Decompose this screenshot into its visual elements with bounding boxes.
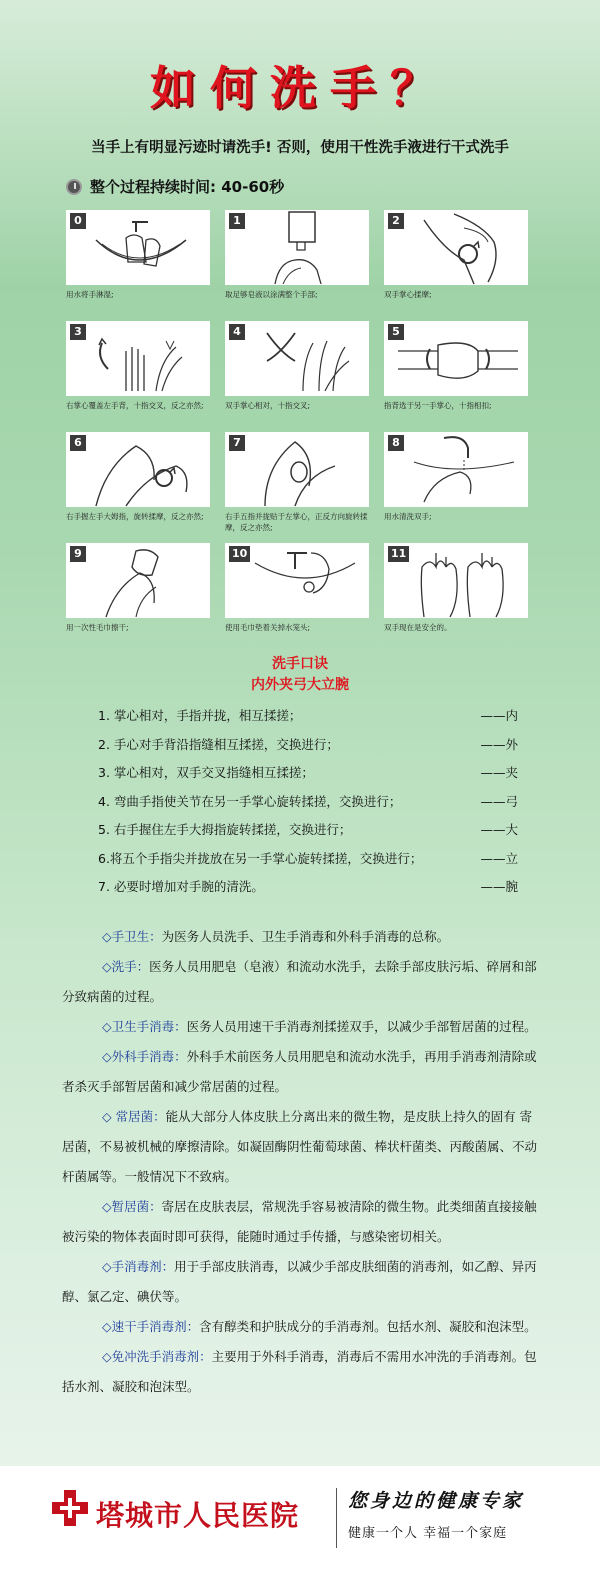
step-number: 5 xyxy=(388,324,404,340)
page-title: 如何洗手？ xyxy=(150,61,450,115)
verse-heading xyxy=(0,654,600,696)
rule-item xyxy=(98,849,518,878)
step-number: 1 xyxy=(229,213,245,229)
definition-term: ◇卫生手消毒： xyxy=(102,1019,187,1034)
step-caption: 双手现在是安全的。 xyxy=(384,623,452,632)
definition-item xyxy=(62,1102,540,1192)
towel-dry-icon xyxy=(66,543,210,618)
step-caption: 右手五指并拢贴于左掌心，正反方向旋转揉摩，反之亦然; xyxy=(225,512,368,532)
duration-row xyxy=(66,176,284,197)
rule-tag: ——夹 xyxy=(480,765,518,780)
step-illustration xyxy=(66,210,210,285)
step-illustration xyxy=(66,543,210,618)
rule-item xyxy=(98,820,518,849)
rule-text: 5. 右手握住左手大拇指旋转揉搓，交换进行； xyxy=(98,822,352,837)
red-cross-icon xyxy=(50,1488,90,1528)
definition-term: ◇手消毒剂： xyxy=(102,1259,175,1274)
verse-title: 洗手口诀 xyxy=(272,656,328,672)
rule-text: 2. 手心对手背沿指缝相互揉搓，交换进行； xyxy=(98,736,339,752)
definition-text: 用于手部皮肤消毒，以减少手部皮肤细菌的消毒剂，如乙醇、异丙醇、氯乙定、碘伏等。 xyxy=(62,1259,537,1304)
definition-term: ◇暂居菌： xyxy=(102,1199,162,1214)
definition-text: 医务人员用肥皂（皂液）和流动水洗手，去除手部皮肤污垢、碎屑和部分致病菌的过程。 xyxy=(62,959,537,1004)
rule-item xyxy=(98,877,518,906)
definition-item xyxy=(62,922,540,952)
step-caption: 双手掌心相对，十指交叉; xyxy=(225,401,311,410)
step-card xyxy=(384,432,528,543)
step-caption: 使用毛巾垫着关掉水笼头; xyxy=(225,623,311,632)
step-card xyxy=(66,210,210,321)
step-caption: 右掌心覆盖左手背，十指交叉，反之亦然; xyxy=(66,401,204,410)
footer-divider xyxy=(336,1488,337,1548)
step-illustration xyxy=(225,321,369,396)
hospital-name: 塔城市人民医院 xyxy=(96,1499,300,1532)
steps-grid xyxy=(66,210,536,654)
thumb-rotate-icon xyxy=(66,432,210,507)
step-number: 2 xyxy=(388,213,404,229)
definition-text: 外科手术前医务人员用肥皂和流动水洗手，再用手消毒剂清除或者杀灭手部暂居菌和减少常居菌的过程。 xyxy=(62,1049,537,1094)
definition-term: ◇手卫生： xyxy=(102,929,162,944)
step-card xyxy=(225,321,369,432)
rule-tag: ——腕 xyxy=(480,879,518,894)
step-card xyxy=(384,543,528,654)
step-illustration xyxy=(66,432,210,507)
definition-item xyxy=(62,1192,540,1252)
definition-item xyxy=(62,1012,540,1042)
definition-item xyxy=(62,1312,540,1342)
step-illustration xyxy=(225,210,369,285)
palm-rub-icon xyxy=(384,210,528,285)
definitions xyxy=(62,922,540,1402)
step-card xyxy=(66,543,210,654)
step-illustration xyxy=(225,432,369,507)
definition-term: ◇免冲洗手消毒剂： xyxy=(102,1349,212,1364)
rule-tag: ——大 xyxy=(480,822,518,837)
step-illustration xyxy=(384,321,528,396)
rule-item xyxy=(98,792,518,821)
step-card xyxy=(225,210,369,321)
step-caption: 用一次性毛巾擦干; xyxy=(66,623,129,632)
definition-text: 寄居在皮肤表层，常规洗手容易被清除的微生物。此类细菌直接接触被污染的物体表面时即可获得，能随时通过手传播，与感染密切相关。 xyxy=(62,1199,537,1244)
step-number: 3 xyxy=(70,324,86,340)
definition-item xyxy=(62,1252,540,1312)
step-number: 6 xyxy=(70,435,86,451)
rule-text: 1. 掌心相对，手指并拢，相互揉搓； xyxy=(98,708,302,723)
step-caption: 用水清洗双手; xyxy=(384,512,432,521)
step-number: 8 xyxy=(388,435,404,451)
step-number: 11 xyxy=(388,546,409,562)
step-card xyxy=(66,321,210,432)
step-number: 9 xyxy=(70,546,86,562)
rule-text: 4. 弯曲手指使关节在另一手掌心旋转揉搓，交换进行； xyxy=(98,793,402,809)
step-caption: 双手掌心揉摩; xyxy=(384,290,432,299)
subtitle: 当手上有明显污迹时请洗手! 否则，使用干性洗手液进行干式洗手 xyxy=(91,140,509,156)
interlace-fingers-icon xyxy=(225,321,369,396)
motto: 健康一个人 幸福一个家庭 xyxy=(348,1526,508,1541)
rule-tag: ——外 xyxy=(480,736,518,752)
definition-item xyxy=(62,1342,540,1402)
step-caption: 取足够皂液以涂满整个手部; xyxy=(225,290,318,299)
definition-term: ◇洗手： xyxy=(102,959,150,974)
definition-item xyxy=(62,952,540,1012)
footer xyxy=(0,1466,600,1578)
definition-text: 医务人员用速干手消毒剂揉搓双手，以减少手部暂居菌的过程。 xyxy=(186,1019,537,1034)
definition-term: ◇ 常居菌： xyxy=(102,1109,166,1124)
rule-text: 6.将五个手指尖并拢放在另一手掌心旋转揉搓，交换进行； xyxy=(98,850,423,866)
step-illustration xyxy=(225,543,369,618)
rule-tag: ——立 xyxy=(480,850,518,866)
definition-text: 主要用于外科手消毒，消毒后不需用水冲洗的手消毒剂。包括水剂、凝胶和泡沫型。 xyxy=(62,1349,537,1394)
step-number: 0 xyxy=(70,213,86,229)
rule-tag: ——内 xyxy=(480,708,518,723)
soap-dispenser-icon xyxy=(225,210,369,285)
step-card xyxy=(225,432,369,543)
verse-subtitle: 内外夹弓大立腕 xyxy=(251,677,349,693)
clock-icon xyxy=(66,179,82,195)
step-number: 4 xyxy=(229,324,245,340)
rule-item xyxy=(98,735,518,764)
definition-text: 为医务人员洗手、卫生手消毒和外科手消毒的总称。 xyxy=(161,929,450,944)
wet-hands-icon xyxy=(66,210,210,285)
rule-text: 7. 必要时增加对手腕的清洗。 xyxy=(98,879,264,894)
step-illustration xyxy=(384,210,528,285)
rule-item xyxy=(98,763,518,792)
rinse-hands-icon xyxy=(384,432,528,507)
step-caption: 用水将手淋湿; xyxy=(66,290,114,299)
slogan: 您身边的健康专家 xyxy=(348,1490,525,1512)
verse-rules xyxy=(98,706,518,906)
step-caption: 右手握左手大姆指，旋转揉摩，反之亦然; xyxy=(66,512,204,521)
rule-tag: ——弓 xyxy=(480,793,518,809)
rule-item xyxy=(98,706,518,735)
step-card xyxy=(225,543,369,654)
step-card xyxy=(384,321,528,432)
step-number: 10 xyxy=(229,546,250,562)
definition-text: 含有醇类和护肤成分的手消毒剂。包括水剂、凝胶和泡沫型。 xyxy=(199,1319,537,1334)
definition-item xyxy=(62,1042,540,1102)
definition-term: ◇速干手消毒剂： xyxy=(102,1319,200,1334)
duration-text: 整个过程持续时间: 40-60秒 xyxy=(90,178,285,196)
back-of-hand-rub-icon xyxy=(66,321,210,396)
rule-text: 3. 掌心相对，双手交叉指缝相互揉搓； xyxy=(98,765,314,780)
step-illustration xyxy=(384,432,528,507)
step-card xyxy=(66,432,210,543)
step-card xyxy=(384,210,528,321)
step-caption: 指背选于另一手掌心，十指相扣; xyxy=(384,401,492,410)
finger-lock-icon xyxy=(384,321,528,396)
definition-text: 能从大部分人体皮肤上分离出来的微生物，是皮肤上持久的固有 寄居菌，不易被机械的摩擦清除。如凝固酶阴性葡萄球菌、棒状杆菌类、丙酸菌属、不动杆菌属等。一般情况下不致病。 xyxy=(62,1109,538,1184)
step-number: 7 xyxy=(229,435,245,451)
fingertip-rub-icon xyxy=(225,432,369,507)
definition-term: ◇外科手消毒： xyxy=(102,1049,187,1064)
step-illustration xyxy=(66,321,210,396)
step-illustration xyxy=(384,543,528,618)
